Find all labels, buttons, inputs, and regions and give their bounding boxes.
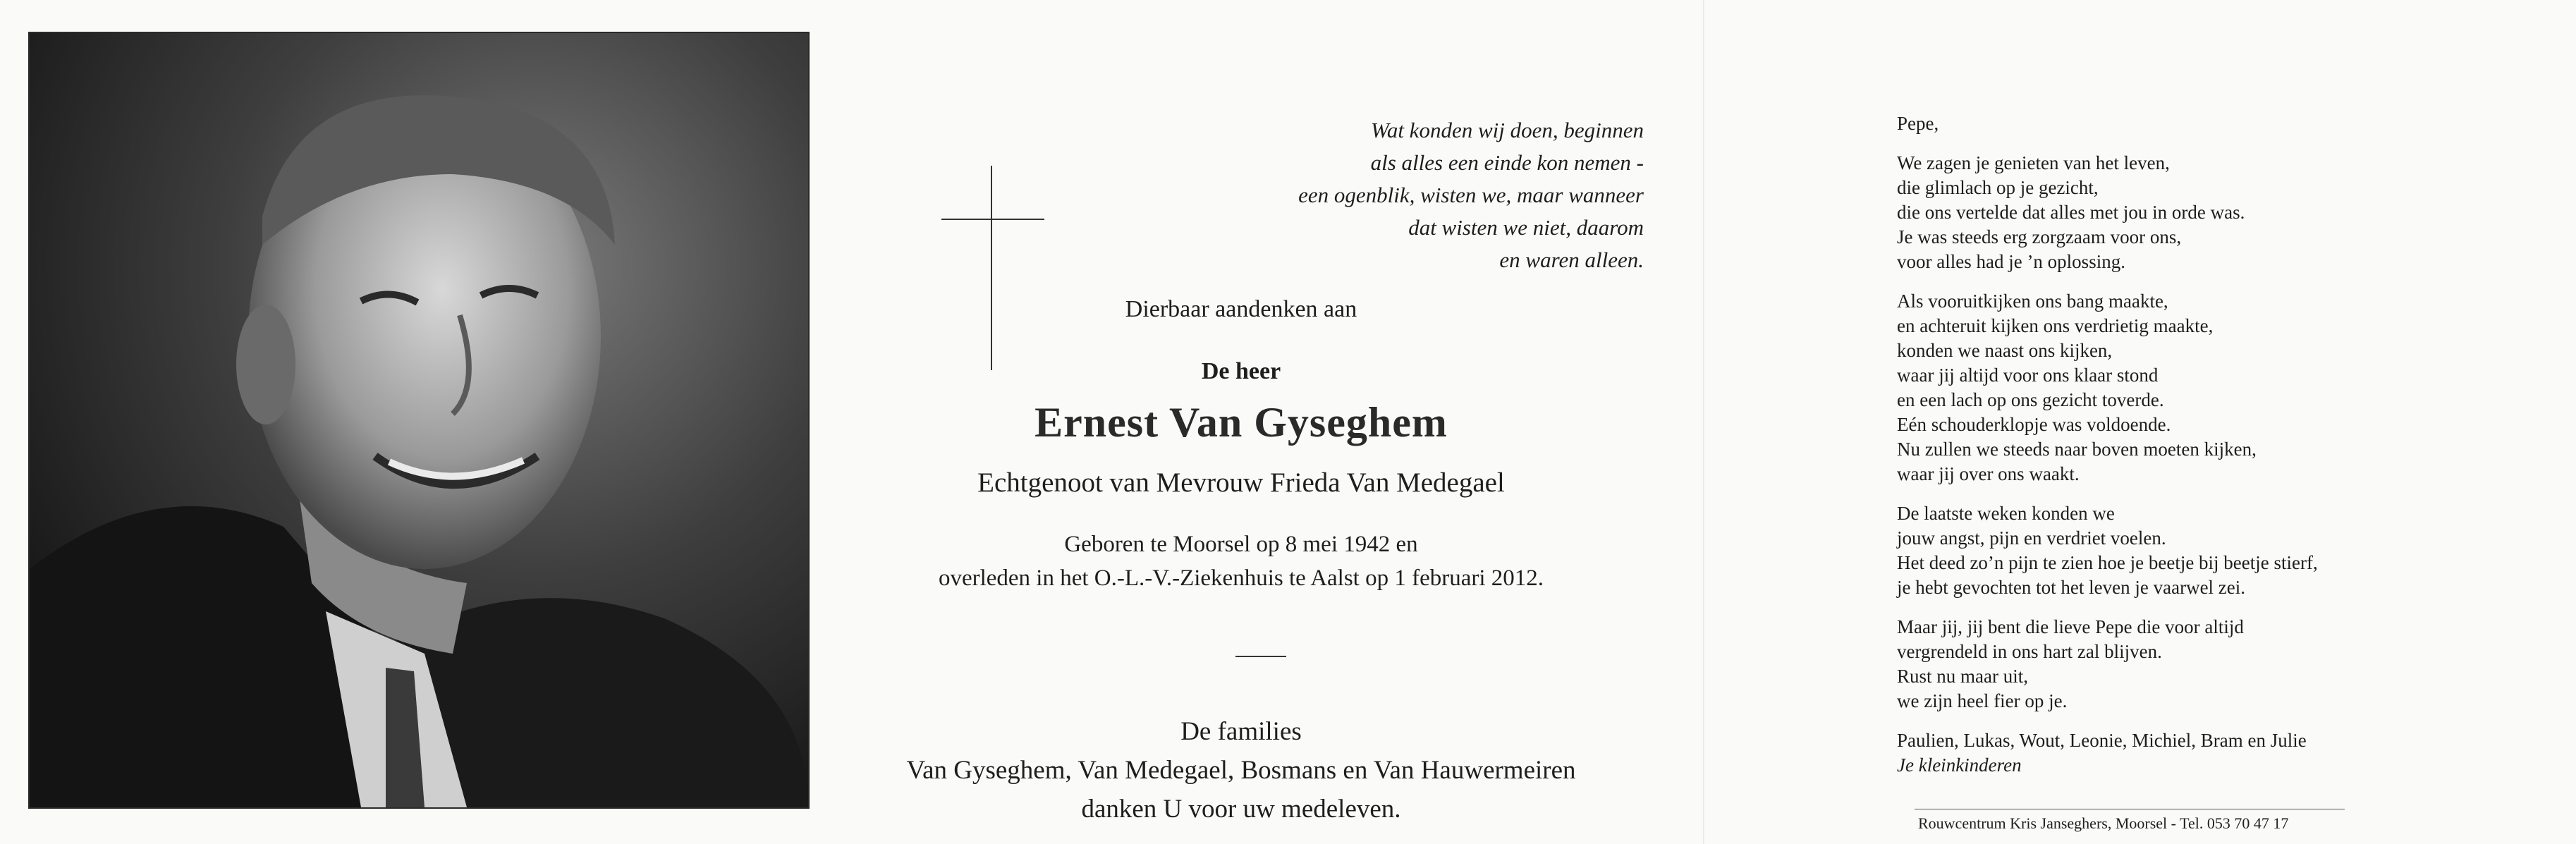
poem-line: vergrendeld in ons hart zal blijven. <box>1897 641 2162 662</box>
stanza <box>1897 151 2318 274</box>
poem-line: een ogenblik, wisten we, maar wanneer <box>1298 183 1644 207</box>
honorific: De heer <box>1201 358 1281 384</box>
poem-line: Wat konden wij doen, beginnen <box>1370 118 1644 142</box>
portrait-photo <box>28 32 810 809</box>
poem-line: Je was steeds erg zorgzaam voor ons, <box>1897 226 2182 247</box>
poem-line: voor alles had je ’n oplossing. <box>1897 251 2125 272</box>
poem-line: die glimlach op je gezicht, <box>1897 177 2099 198</box>
divider <box>1235 656 1286 657</box>
death-line: overleden in het O.-L.-V.-Ziekenhuis te Aalst op 1 februari 2012. <box>938 565 1544 591</box>
poem-line: Nu zullen we steeds naar boven moeten kijken, <box>1897 439 2257 460</box>
poem-line: waar jij over ons waakt. <box>1897 463 2080 484</box>
portrait-illustration <box>30 33 808 807</box>
poem-line: waar jij altijd voor ons klaar stond <box>1897 365 2159 386</box>
grandchildren-poem <box>1897 111 2318 778</box>
poem-line: We zagen je genieten van het leven, <box>1897 152 2170 173</box>
stanza <box>1897 615 2318 714</box>
families-names: Van Gyseghem, Van Medegael, Bosmans en Van Hauwermeiren <box>906 756 1576 785</box>
birth-line: Geboren te Moorsel op 8 mei 1942 en <box>1064 532 1418 557</box>
poem-line: en waren alleen. <box>1499 247 1644 272</box>
poem-line: Maar jij, jij bent die lieve Pepe die voor altijd <box>1897 616 2244 637</box>
poem-line: Het deed zo’n pijn te zien hoe je beetje bij beetje stierf, <box>1897 552 2318 573</box>
intro-text: Dierbaar aandenken aan <box>1125 296 1357 322</box>
cross-icon <box>991 166 992 370</box>
signature: Paulien, Lukas, Wout, Leonie, Michiel, Bram en Julie <box>1897 730 2307 751</box>
birth-death-info <box>903 527 1580 595</box>
card-fold <box>1703 0 1704 844</box>
opening-poem <box>1298 114 1644 276</box>
poem-line: dat wisten we niet, daarom <box>1408 215 1644 240</box>
thanks-line: danken U voor uw medeleven. <box>1081 795 1401 824</box>
poem-line: Als vooruitkijken ons bang maakte, <box>1897 290 2168 312</box>
poem-line: als alles een einde kon nemen - <box>1370 150 1644 175</box>
funeral-home-footer: Rouwcentrum Kris Janseghers, Moorsel - Tel. 053 70 47 17 <box>1918 814 2289 832</box>
poem-line: konden we naast ons kijken, <box>1897 340 2113 361</box>
deceased-name: Ernest Van Gyseghem <box>1034 399 1448 446</box>
greeting: Pepe, <box>1897 113 1939 134</box>
signature-subtitle: Je kleinkinderen <box>1897 754 2022 776</box>
families-thanks <box>903 712 1580 828</box>
cross-icon-bar <box>941 219 1044 220</box>
poem-line: die ons vertelde dat alles met jou in orde was. <box>1897 202 2245 223</box>
poem-line: jouw angst, pijn en verdriet voelen. <box>1897 527 2166 549</box>
poem-line: we zijn heel fier op je. <box>1897 690 2068 711</box>
poem-line: Eén schouderklopje was voldoende. <box>1897 414 2171 435</box>
poem-line: en achteruit kijken ons verdrietig maakte, <box>1897 315 2214 336</box>
poem-line: en een lach op ons gezicht toverde. <box>1897 389 2164 410</box>
spouse-line: Echtgenoot van Mevrouw Frieda Van Medegael <box>977 467 1505 498</box>
poem-line: De laatste weken konden we <box>1897 503 2115 524</box>
stanza <box>1897 501 2318 600</box>
poem-line: je hebt gevochten tot het leven je vaarwel zei. <box>1897 577 2246 598</box>
poem-line: Rust nu maar uit, <box>1897 666 2028 687</box>
stanza <box>1897 289 2318 487</box>
families-heading: De families <box>1180 717 1302 746</box>
